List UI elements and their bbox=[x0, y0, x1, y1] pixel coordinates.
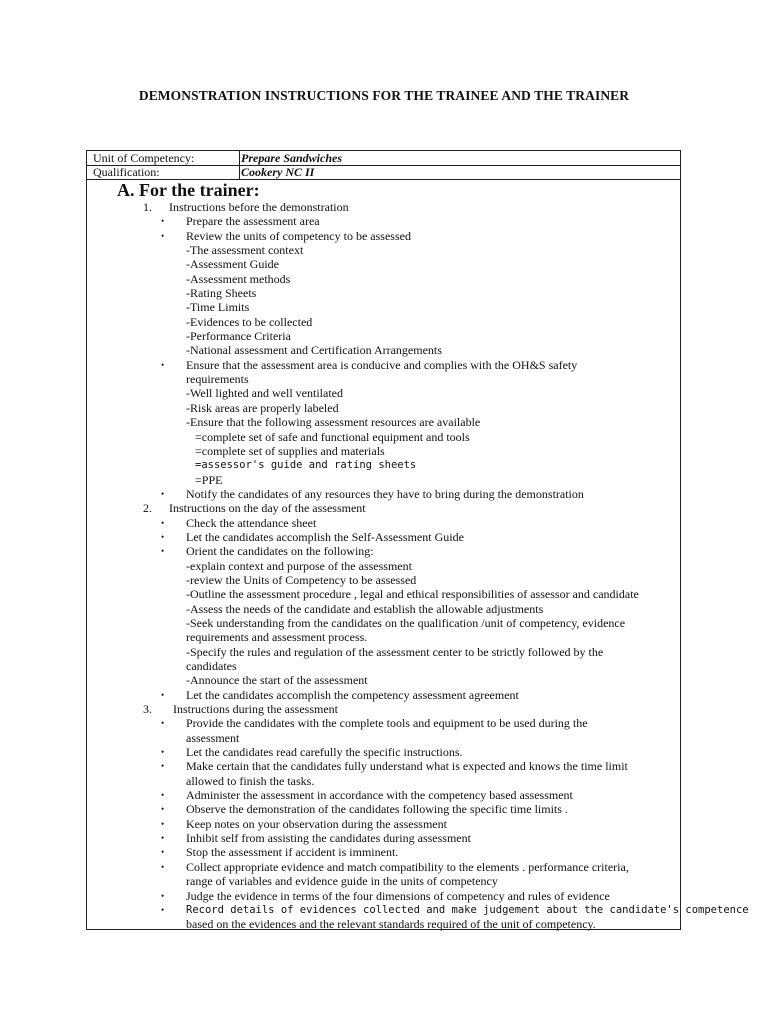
bullet-icon: • bbox=[161, 216, 165, 227]
list-item-text: Let the candidates accomplish the Self-Assessment Guide bbox=[186, 529, 464, 544]
sub-item bbox=[87, 386, 680, 400]
bullet-icon: • bbox=[161, 890, 165, 901]
list-item bbox=[87, 860, 680, 874]
sub-item-text: -Risk areas are properly labeled bbox=[186, 400, 339, 415]
bullet-icon: • bbox=[161, 546, 165, 557]
list-item-continued bbox=[87, 372, 680, 386]
sub-item-text: -explain context and purpose of the assessment bbox=[186, 558, 412, 573]
sub-item-text: -Announce the start of the assessment bbox=[186, 673, 368, 688]
bullet-icon: • bbox=[161, 531, 165, 542]
sub-item bbox=[87, 257, 680, 271]
qualification-label: Qualification: bbox=[93, 165, 160, 179]
list-item bbox=[87, 817, 680, 831]
section-2-heading bbox=[87, 501, 680, 515]
sub-item bbox=[87, 602, 680, 616]
resource-item-text: =complete set of safe and functional equipment and tools bbox=[195, 429, 470, 444]
list-item-text: range of variables and evidence guide in the units of competency bbox=[186, 874, 498, 889]
list-item-text: Ensure that the assessment area is conducive and complies with the OH&S safety bbox=[186, 357, 578, 372]
list-item-text: based on the evidences and the relevant standards required of the unit of competency. bbox=[186, 917, 596, 932]
sub-item-text: -Evidences to be collected bbox=[186, 314, 313, 329]
list-item-text: Provide the candidates with the complete tools and equipment to be used during the bbox=[186, 716, 588, 731]
unit-label: Unit of Competency: bbox=[93, 151, 195, 165]
sub-item bbox=[87, 415, 680, 429]
sub-item bbox=[87, 401, 680, 415]
resource-item bbox=[87, 458, 680, 472]
list-item-text: Notify the candidates of any resources they have to bring during the demonstration bbox=[186, 486, 584, 501]
list-item bbox=[87, 214, 680, 228]
list-item bbox=[87, 802, 680, 816]
sub-item-text: -Time Limits bbox=[186, 300, 250, 315]
sub-item-text: requirements and assessment process. bbox=[186, 630, 368, 645]
sub-item bbox=[87, 329, 680, 343]
sub-item bbox=[87, 315, 680, 329]
list-item-text: Collect appropriate evidence and match compatibility to the elements . performance criteria, bbox=[186, 859, 629, 874]
section-title: Instructions on the day of the assessment bbox=[169, 501, 366, 516]
section-title: Instructions before the demonstration bbox=[169, 200, 349, 214]
instructions-table bbox=[86, 150, 749, 932]
sub-item-text: -National assessment and Certification Arrangements bbox=[186, 343, 442, 358]
sub-item-text: -Assess the needs of the candidate and establish the allowable adjustments bbox=[186, 601, 544, 616]
sub-item bbox=[87, 630, 680, 644]
sub-item bbox=[87, 243, 680, 257]
list-item bbox=[87, 530, 680, 544]
sub-item-text: -Specify the rules and regulation of the assessment center to be strictly followed by the bbox=[186, 644, 604, 659]
list-item-text: Make certain that the candidates fully understand what is expected and knows the time limit bbox=[186, 759, 628, 774]
list-item-text: Review the units of competency to be assessed bbox=[186, 228, 411, 243]
list-item bbox=[87, 845, 680, 859]
list-item bbox=[87, 831, 680, 845]
qualification-value: Cookery NC II bbox=[241, 165, 315, 179]
list-item-text: Check the attendance sheet bbox=[186, 515, 317, 530]
unit-row bbox=[87, 151, 680, 166]
resource-item-text: =PPE bbox=[195, 472, 223, 487]
sub-item bbox=[87, 300, 680, 314]
list-item-text: Keep notes on your observation during the assessment bbox=[186, 816, 447, 831]
sub-item-text: -Seek understanding from the candidates on the qualification /unit of competency, evidence bbox=[186, 615, 626, 630]
list-item-text: Judge the evidence in terms of the four dimensions of competency and rules of evidence bbox=[186, 888, 610, 903]
list-item bbox=[87, 688, 680, 702]
section-title: Instructions during the assessment bbox=[173, 702, 338, 717]
list-item bbox=[87, 516, 680, 530]
list-item-continued bbox=[87, 774, 680, 788]
bullet-icon: • bbox=[161, 904, 165, 915]
sub-item-text: -Well lighted and well ventilated bbox=[186, 386, 343, 401]
list-item-text: Orient the candidates on the following: bbox=[186, 544, 374, 559]
list-item bbox=[87, 903, 749, 917]
page-title: DEMONSTRATION INSTRUCTIONS FOR THE TRAINEE AND THE TRAINER bbox=[138, 88, 630, 103]
bullet-icon: • bbox=[161, 833, 165, 844]
section-1-heading bbox=[87, 200, 680, 214]
sub-item-text: -Outline the assessment procedure , legal and ethical responsibilities of assessor and candidate bbox=[186, 587, 639, 602]
list-item bbox=[87, 889, 680, 903]
bullet-icon: • bbox=[161, 747, 165, 758]
sub-item bbox=[87, 645, 680, 659]
list-item bbox=[87, 745, 680, 759]
bullet-icon: • bbox=[161, 847, 165, 858]
content-body bbox=[87, 200, 749, 932]
list-item bbox=[87, 487, 680, 501]
sub-item-text: -Ensure that the following assessment resources are available bbox=[186, 415, 481, 430]
sub-item bbox=[87, 286, 680, 300]
sub-item bbox=[87, 659, 680, 673]
sub-item bbox=[87, 272, 680, 286]
sub-item-text: candidates bbox=[186, 659, 237, 673]
list-item bbox=[87, 716, 680, 730]
section-a-heading: A. For the trainer: bbox=[117, 180, 260, 200]
list-item-text: Let the candidates read carefully the specific instructions. bbox=[186, 745, 463, 760]
bullet-icon: • bbox=[161, 488, 165, 499]
sub-item-text: -Performance Criteria bbox=[186, 329, 291, 344]
list-item bbox=[87, 358, 680, 372]
sub-item bbox=[87, 343, 680, 357]
list-item-continued bbox=[87, 874, 680, 888]
sub-item bbox=[87, 559, 680, 573]
section-number: 2. bbox=[143, 501, 152, 516]
resource-item bbox=[87, 473, 680, 487]
sub-item-text: -Rating Sheets bbox=[186, 286, 257, 301]
sub-item bbox=[87, 673, 680, 687]
bullet-icon: • bbox=[161, 230, 165, 241]
list-item-text: requirements bbox=[186, 372, 249, 387]
list-item-text: allowed to finish the tasks. bbox=[186, 773, 315, 788]
sub-item-text: -review the Units of Competency to be assessed bbox=[186, 572, 417, 587]
sub-item bbox=[87, 616, 680, 630]
bullet-icon: • bbox=[161, 790, 165, 801]
sub-item bbox=[87, 587, 680, 601]
list-item bbox=[87, 229, 680, 243]
list-item-text: assessment bbox=[186, 730, 240, 745]
section-number: 1. bbox=[143, 200, 152, 214]
bullet-icon: • bbox=[161, 718, 165, 729]
unit-value: Prepare Sandwiches bbox=[241, 151, 343, 165]
bullet-icon: • bbox=[161, 818, 165, 829]
sub-item bbox=[87, 573, 680, 587]
resource-item bbox=[87, 430, 680, 444]
list-item-text: Observe the demonstration of the candidates following the specific time limits . bbox=[186, 802, 568, 817]
list-item-continued bbox=[87, 917, 680, 931]
bullet-icon: • bbox=[161, 689, 165, 700]
bullet-icon: • bbox=[161, 861, 165, 872]
list-item-text: Prepare the assessment area bbox=[186, 214, 320, 229]
list-item-text: Stop the assessment if accident is imminent. bbox=[186, 845, 399, 860]
bullet-icon: • bbox=[161, 517, 165, 528]
list-item-text: Let the candidates accomplish the competency assessment agreement bbox=[186, 687, 519, 702]
bullet-icon: • bbox=[161, 804, 165, 815]
sub-item-text: -Assessment methods bbox=[186, 271, 291, 286]
list-item-text: Inhibit self from assisting the candidates during assessment bbox=[186, 831, 471, 846]
resource-item-text: =assessor's guide and rating sheets bbox=[195, 459, 417, 472]
section-3-heading bbox=[87, 702, 680, 716]
bullet-icon: • bbox=[161, 359, 165, 370]
resource-item bbox=[87, 444, 680, 458]
resource-item-text: =complete set of supplies and materials bbox=[195, 443, 385, 458]
list-item bbox=[87, 788, 680, 802]
bullet-icon: • bbox=[161, 761, 165, 772]
list-item bbox=[87, 759, 680, 773]
list-item-text: Administer the assessment in accordance with the competency based assessment bbox=[186, 788, 573, 803]
sub-item-text: -The assessment context bbox=[186, 243, 304, 258]
section-number: 3. bbox=[143, 702, 152, 717]
list-item bbox=[87, 544, 680, 558]
list-item-text: Record details of evidences collected and make judgement about the candidate's competence bbox=[186, 903, 749, 916]
qualification-row bbox=[87, 165, 680, 180]
sub-item-text: -Assessment Guide bbox=[186, 257, 279, 272]
list-item-continued bbox=[87, 731, 680, 745]
